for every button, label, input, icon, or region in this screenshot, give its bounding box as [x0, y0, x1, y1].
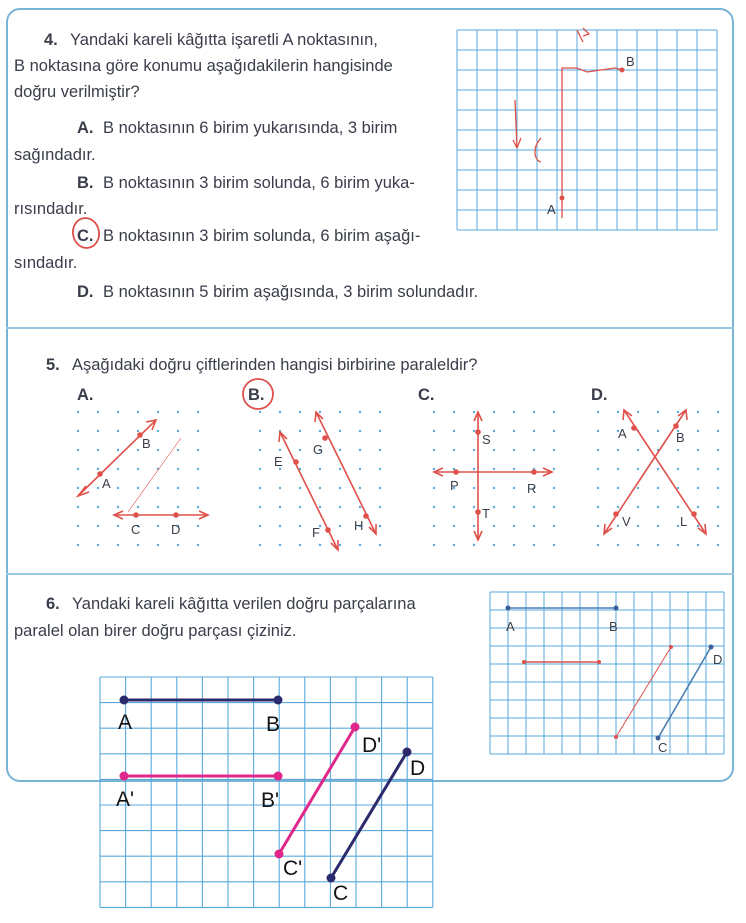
q6-big-label-b-prime: B' — [261, 789, 280, 812]
q6-big-label-d-prime: D' — [362, 734, 382, 757]
q6-big-label-d: D — [410, 757, 426, 780]
q5-figure-d — [596, 408, 736, 558]
q4-option-c-line-1: B noktasının 3 birim solunda, 6 birim aşağı- — [103, 227, 421, 245]
q6-number: 6. — [46, 595, 60, 613]
q5-text: Aşağıdaki doğru çiftlerinden hangisi birbirine paraleldir? — [72, 356, 478, 374]
q4-option-c-line-2: sındadır. — [14, 254, 78, 272]
q6-big-label-a-prime: A' — [116, 788, 135, 811]
q6-text-line-1: Yandaki kareli kâğıtta verilen doğru parçalarına — [72, 595, 416, 613]
q6-text-line-2: paralel olan birer doğru parçası çiziniz. — [14, 622, 297, 640]
q4-number: 4. — [44, 31, 58, 49]
q5d-label-b: B — [676, 430, 685, 445]
q5c-label-p: P — [450, 478, 459, 493]
q4-option-a-line-2: sağındadır. — [14, 146, 96, 164]
q6-small-grid-figure — [488, 590, 738, 760]
q5d-label-a: A — [618, 426, 627, 441]
q5-figure-c — [432, 408, 572, 558]
q5a-label-d: D — [171, 522, 181, 537]
q5a-label-b: B — [142, 436, 151, 451]
q4-option-d-line: B noktasının 5 birim aşağısında, 3 birim solundadır. — [103, 283, 479, 301]
q6-big-label-a: A — [118, 711, 133, 734]
q6-small-label-b: B — [609, 619, 618, 634]
q4-option-c-letter[interactable]: C. — [77, 227, 94, 245]
q5c-label-t: T — [482, 506, 490, 521]
q6-small-label-d: D — [713, 652, 723, 667]
q5-option-b-letter[interactable]: B. — [248, 386, 265, 404]
q5a-label-c: C — [131, 522, 141, 537]
q6-big-grid-figure — [96, 673, 436, 923]
q6-big-label-c-prime: C' — [283, 857, 303, 880]
q4-option-b-line-1: B noktasının 3 birim solunda, 6 birim yuka- — [103, 174, 415, 192]
q5b-label-f: F — [312, 525, 320, 540]
q5b-label-h: H — [354, 518, 364, 533]
q5c-label-r: R — [527, 481, 537, 496]
q5d-label-v: V — [622, 514, 631, 529]
q4-text-line-2: B noktasına göre konumu aşağıdakilerin hangisinde — [14, 57, 393, 75]
q5c-label-s: S — [482, 432, 491, 447]
q5b-label-g: G — [313, 442, 324, 457]
q4-option-a-letter[interactable]: A. — [77, 119, 94, 137]
q5-option-d-letter[interactable]: D. — [591, 386, 608, 404]
q5a-label-a: A — [102, 476, 111, 491]
q4-option-d-letter[interactable]: D. — [77, 283, 94, 301]
q4-label-a: A — [547, 202, 556, 217]
q5-number: 5. — [46, 356, 60, 374]
q5d-label-l: L — [680, 514, 688, 529]
q4-label-b: B — [626, 54, 635, 69]
q6-small-label-c: C — [658, 740, 668, 755]
q5-option-c-letter[interactable]: C. — [418, 386, 435, 404]
q4-option-a-line-1: B noktasının 6 birim yukarısında, 3 birim — [103, 119, 398, 137]
q4-text-line-3: doğru verilmiştir? — [14, 83, 140, 101]
q5b-label-e: E — [274, 454, 283, 469]
q4-text-line-1: Yandaki kareli kâğıtta işaretli A noktasının, — [70, 31, 378, 49]
q5-figure-b — [258, 408, 398, 558]
q6-big-label-c: C — [333, 882, 349, 905]
q5-figure-a — [76, 408, 216, 558]
q5-option-a-letter[interactable]: A. — [77, 386, 94, 404]
q4-option-b-line-2: rısındadır. — [14, 200, 88, 218]
q6-big-label-b: B — [266, 713, 281, 736]
q4-option-b-letter[interactable]: B. — [77, 174, 94, 192]
q6-small-label-a: A — [506, 619, 515, 634]
